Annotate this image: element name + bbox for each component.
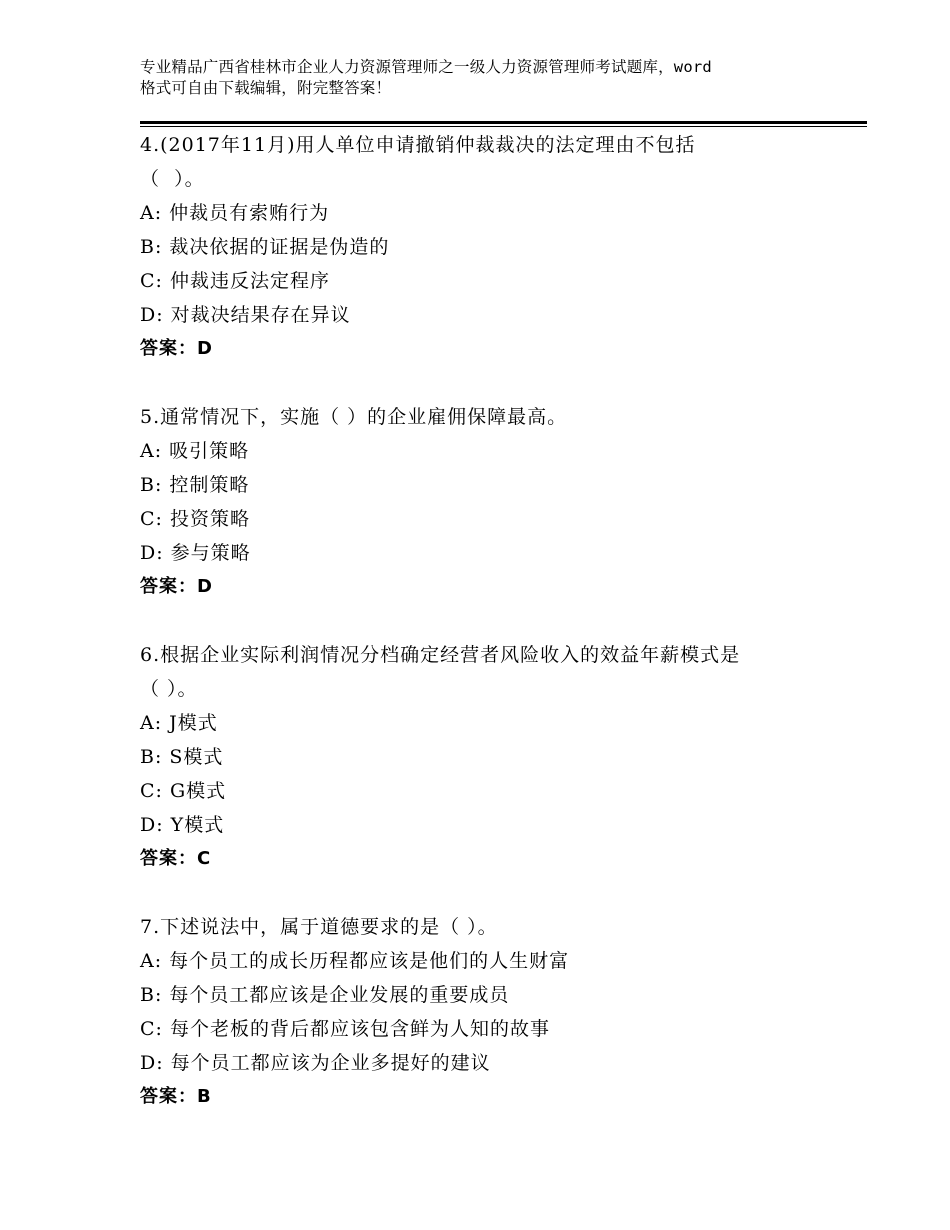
- question-stem-continuation: （ ）。: [140, 678, 198, 700]
- question-stem: 4.(2017年11月)用人单位申请撤销仲裁裁决的法定理由不包括: [140, 134, 696, 156]
- header-line-1: 专业精品广西省桂林市企业人力资源管理师之一级人力资源管理师考试题库，word: [140, 58, 712, 76]
- option-d: D: 参与策略: [140, 542, 251, 564]
- option-a: A: 吸引策略: [140, 440, 250, 462]
- header-rule-thick: [140, 121, 867, 124]
- option-a: A: J模式: [140, 712, 218, 734]
- question-stem: 7.下述说法中，属于道德要求的是（ ）。: [140, 916, 498, 938]
- answer-label: 答案：B: [140, 1086, 212, 1107]
- question-stem: 5.通常情况下，实施（ ）的企业雇佣保障最高。: [140, 406, 568, 428]
- option-b: B: 裁决依据的证据是伪造的: [140, 236, 390, 258]
- question-6: [140, 638, 870, 876]
- answer-label: 答案：C: [140, 848, 212, 869]
- question-5: [140, 400, 870, 604]
- header-line-2: 格式可自由下载编辑，附完整答案！: [140, 79, 392, 97]
- option-b: B: S模式: [140, 746, 224, 768]
- option-a: A: 仲裁员有索贿行为: [140, 202, 330, 224]
- option-c: C: 仲裁违反法定程序: [140, 270, 330, 292]
- option-d: D: Y模式: [140, 814, 225, 836]
- option-c: C: 每个老板的背后都应该包含鲜为人知的故事: [140, 1018, 550, 1040]
- option-b: B: 控制策略: [140, 474, 250, 496]
- question-stem: 6.根据企业实际利润情况分档确定经营者风险收入的效益年薪模式是: [140, 644, 741, 666]
- answer-label: 答案：D: [140, 338, 213, 359]
- question-7: [140, 910, 870, 1114]
- option-d: D: 每个员工都应该为企业多提好的建议: [140, 1052, 491, 1074]
- answer-label: 答案：D: [140, 576, 213, 597]
- spacer: [140, 366, 870, 400]
- option-c: C: 投资策略: [140, 508, 250, 530]
- question-stem-continuation: （ ）。: [140, 168, 205, 190]
- spacer: [140, 604, 870, 638]
- spacer: [140, 876, 870, 910]
- question-4: [140, 128, 870, 366]
- option-c: C: G模式: [140, 780, 227, 802]
- option-a: A: 每个员工的成长历程都应该是他们的人生财富: [140, 950, 570, 972]
- option-b: B: 每个员工都应该是企业发展的重要成员: [140, 984, 510, 1006]
- document-header: [140, 57, 870, 99]
- question-list: [140, 128, 870, 1114]
- header-rule-thin: [140, 126, 867, 127]
- option-d: D: 对裁决结果存在异议: [140, 304, 351, 326]
